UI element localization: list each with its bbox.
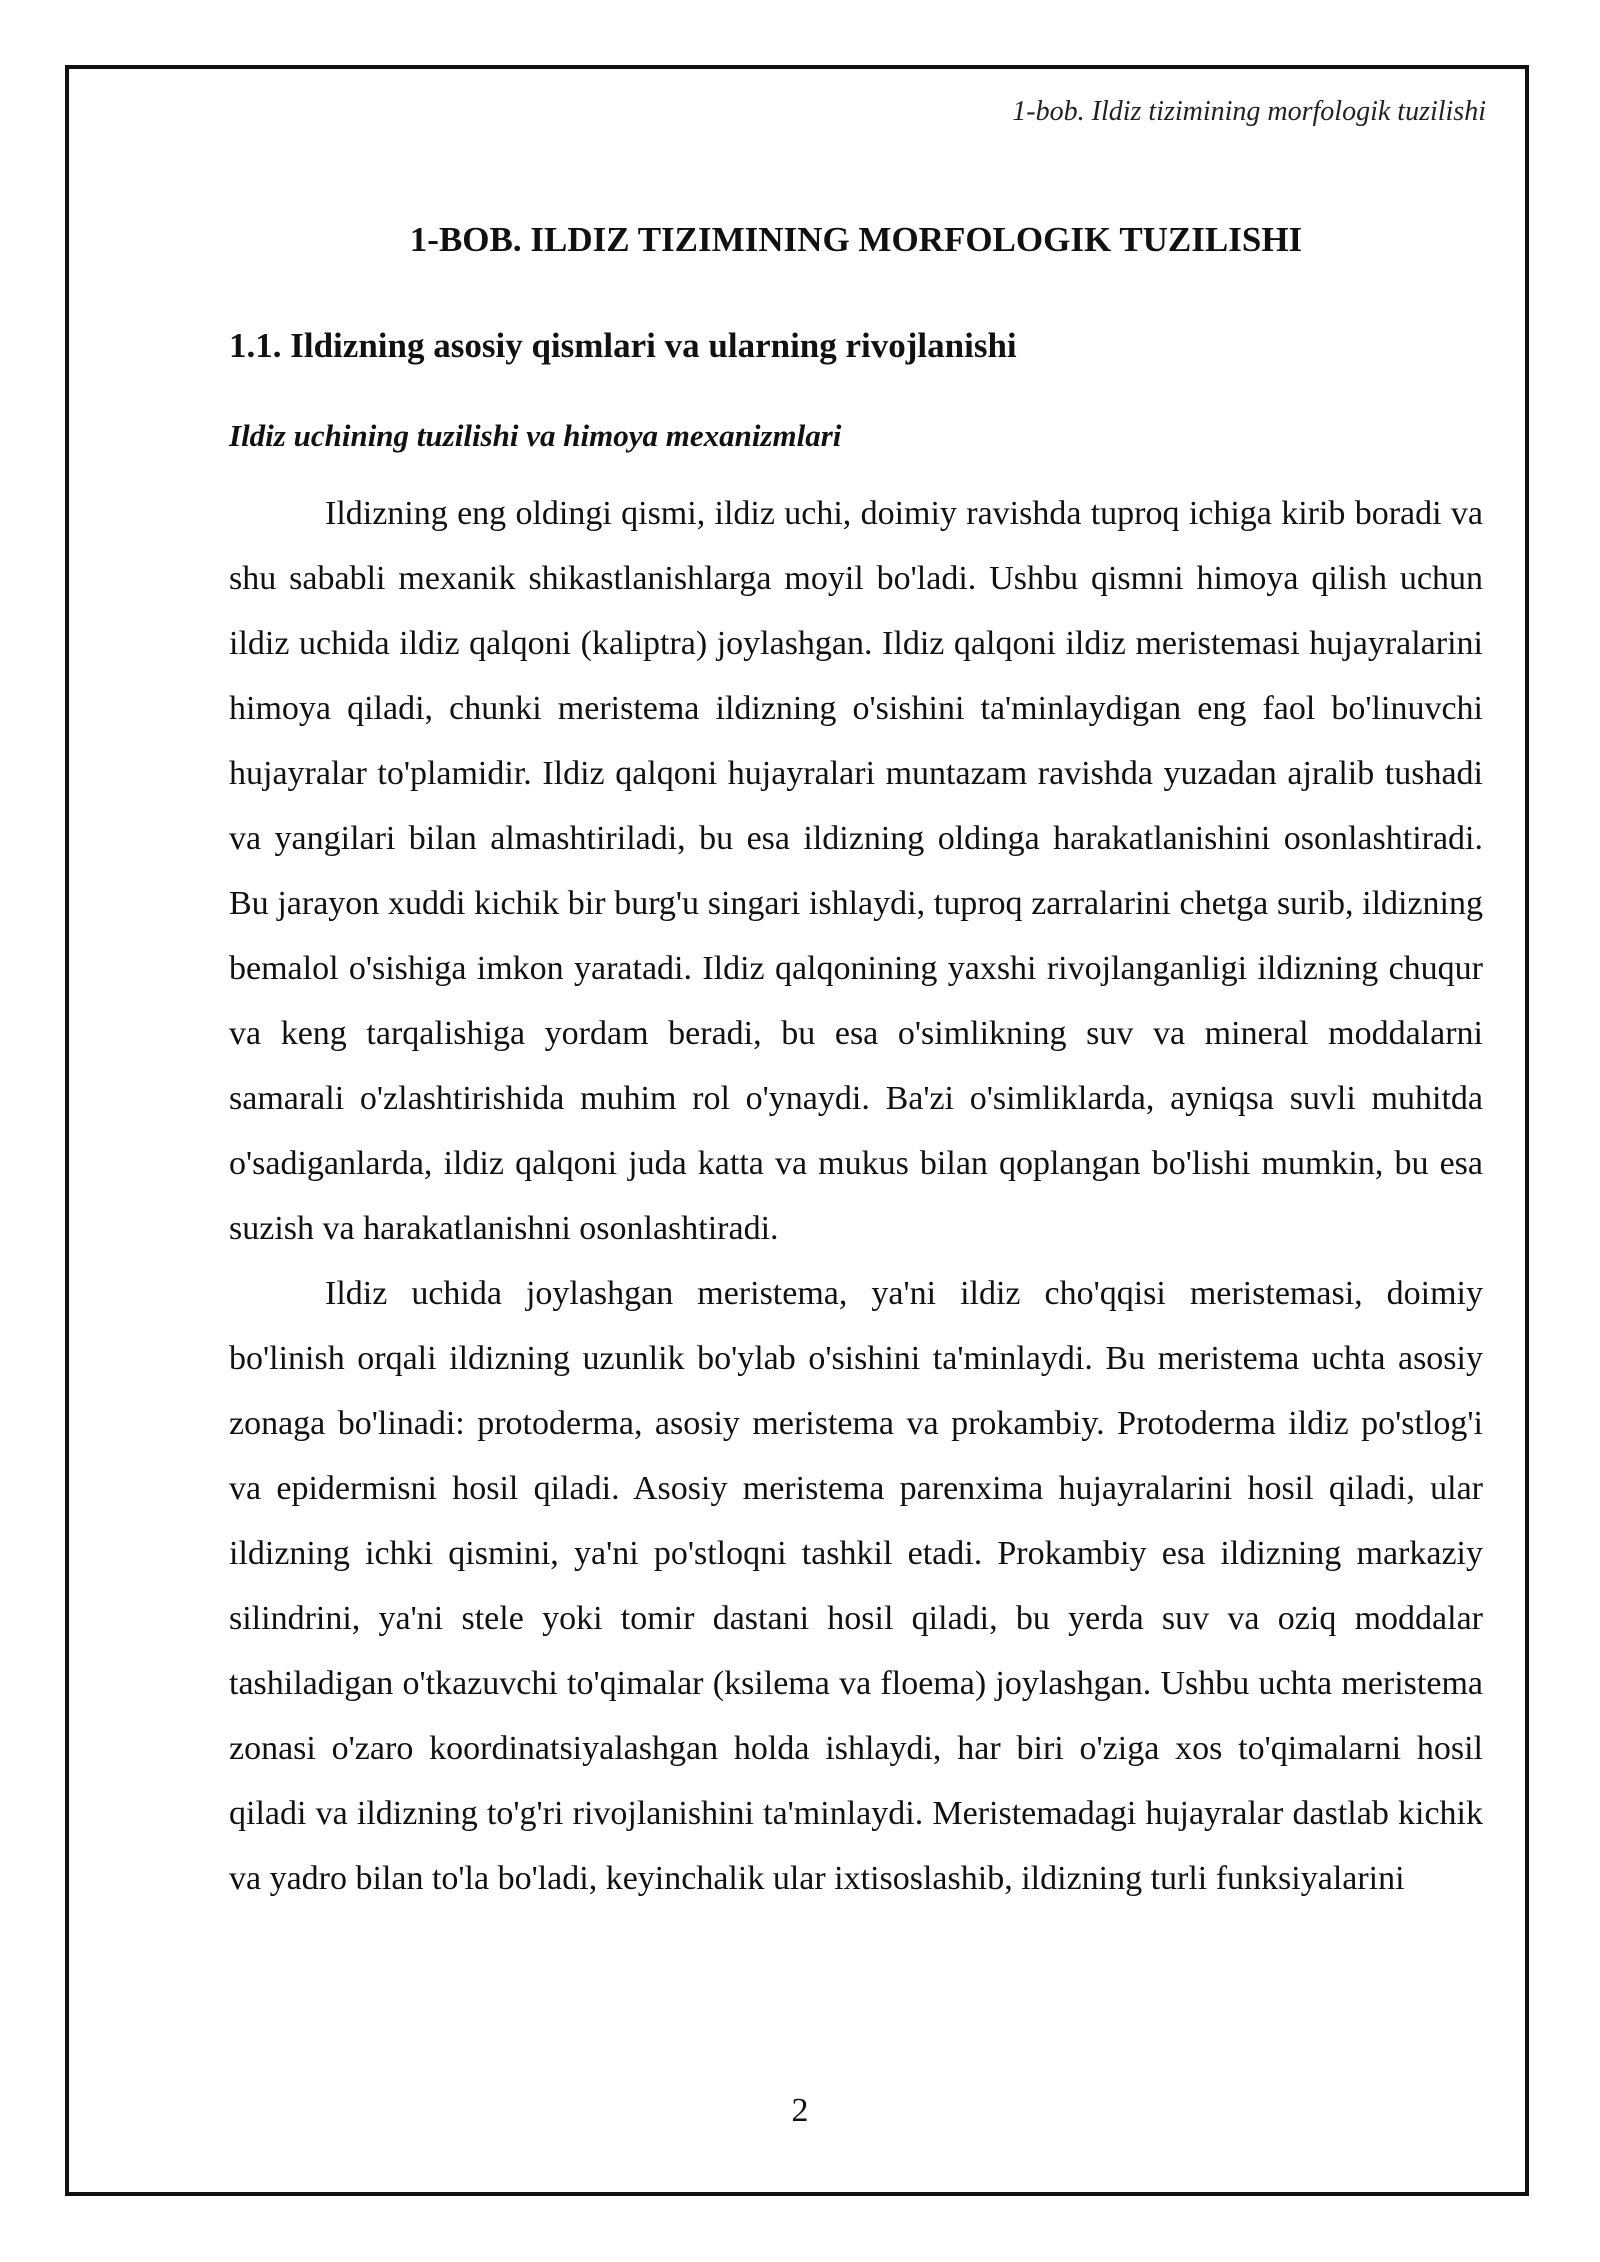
paragraph-1: Ildizning eng oldingi qismi, ildiz uchi, doimiy ravishda tuproq ichiga kirib boradi va shu sababli mexanik shikastlanishlarga moyil bo'ladi. Ushbu qismni himoya qilish uchun ildiz uchida ildiz qalqoni (kaliptra) joylashgan. Ildiz qalqoni ildiz meristemasi hujayralarini himoya qiladi, chunki meristema ildizning o'sishini ta'minlaydigan eng faol bo'linuvchi hujayralar to'plamidir. Ildiz qalqoni hujayralari muntazam ravishda yuzadan ajralib tushadi va yangilari bilan almashtiriladi, bu esa ildizning oldinga harakatlanishini osonlashtiradi. Bu jarayon xuddi kichik bir burg'u singari ishlaydi, tuproq zarralarini chetga surib, ildizning bemalol o'sishiga imkon yaratadi. Ildiz qalqonining yaxshi rivojlanganligi ildizning chuqur va keng tarqalishiga yordam beradi, bu esa o'simlikning suv va mineral moddalarni samarali o'zlashtirishida muhim rol o'ynaydi. Ba'zi o'simliklarda, ayniqsa suvli muhitda o'sadiganlarda, ildiz qalqoni juda katta va mukus bilan qoplangan bo'lishi mumkin, bu esa suzish va harakatlanishni osonlashtiradi. (229, 495, 1483, 1247)
chapter-title: 1-BOB. ILDIZ TIZIMINING MORFOLOGIK TUZILISHI (409, 220, 1303, 259)
page-number: 2 (791, 2092, 809, 2129)
body-text (229, 481, 1483, 1911)
subsection-title: Ildiz uchining tuzilishi va himoya mexanizmlari (229, 418, 842, 453)
section-title: 1.1. Ildizning asosiy qismlari va ularning rivojlanishi (229, 326, 1017, 365)
paragraph-2: Ildiz uchida joylashgan meristema, ya'ni ildiz cho'qqisi meristemasi, doimiy bo'linish orqali ildizning uzunlik bo'ylab o'sishini ta'minlaydi. Bu meristema uchta asosiy zonaga bo'linadi: protoderma, asosiy meristema va prokambiy. Protoderma ildiz po'stlog'i va epidermisni hosil qiladi. Asosiy meristema parenxima hujayralarini hosil qiladi, ular ildizning ichki qismini, ya'ni po'stloqni tashkil etadi. Prokambiy esa ildizning markaziy silindrini, ya'ni stele yoki tomir dastani hosil qiladi, bu yerda suv va oziq moddalar tashiladigan o'tkazuvchi to'qimalar (ksilema va floema) joylashgan. Ushbu uchta meristema zonasi o'zaro koordinatsiyalashgan holda ishlaydi, har biri o'ziga xos to'qimalarni hosil qiladi va ildizning to'g'ri rivojlanishini ta'minlaydi. Meristemadagi hujayralar dastlab kichik va yadro bilan to'la bo'ladi, keyinchalik ular ixtisoslashib, ildizning turli funksiyalarini (229, 1275, 1483, 1897)
running-header: 1-bob. Ildiz tizimining morfologik tuzilishi (1012, 96, 1486, 127)
